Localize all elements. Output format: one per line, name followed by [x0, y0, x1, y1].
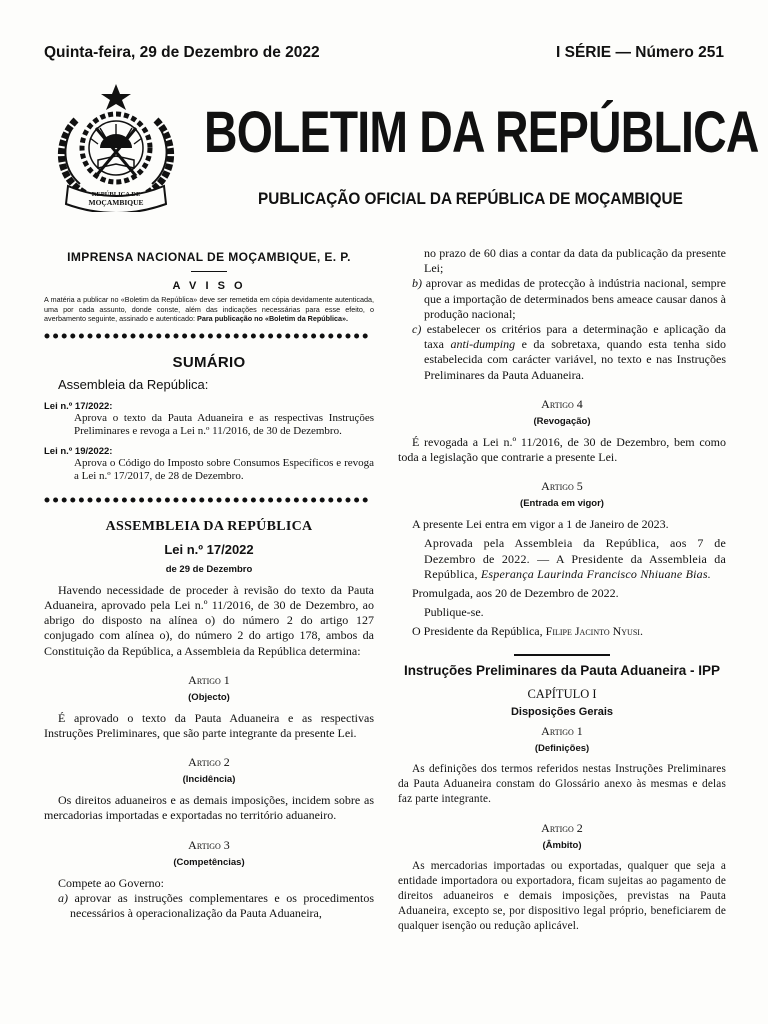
- ipp-title: Instruções Preliminares da Pauta Aduaneira - IPP: [403, 662, 721, 678]
- masthead-subtitle: PUBLICAÇÃO OFICIAL DA REPÚBLICA DE MOÇAMBIQUE: [258, 190, 683, 208]
- list-text: aprovar as medidas de protecção à indústria nacional, sempre que a importação de determinados bens ameace causar danos à produção nacional;: [424, 276, 727, 321]
- ipp-article-2-title: Artigo 2: [541, 820, 583, 835]
- chapter-subtitle: Disposições Gerais: [510, 705, 614, 718]
- article-2-text: Os direitos aduaneiros e as demais imposições, incidem sobre as mercadorias importadas e exportadas no território aduaneiro.: [44, 793, 374, 823]
- approval-text: Aprovada pela Assembleia da República, aos 7 de Dezembro de 2022. — A Presidente da Assembleia da República,: [424, 536, 726, 581]
- sumario-desc-2: Aprova o Código do Imposto sobre Consumos Específicos e revoga a Lei n.º 17/2017, de 28 de Dezembro.: [74, 456, 374, 482]
- article-4-text: É revogada a Lei n.º 11/2016, de 30 de Dezembro, bem como toda a legislação que contrarie a presente Lei.: [398, 434, 726, 465]
- list-text: e da sobretaxa, quando esta tenha sido estabelecida com carácter variável, no texto e nas Instruções Preliminares da Pauta Aduaneira.: [424, 337, 727, 382]
- sumario-assembly: Assembleia da República:: [58, 376, 209, 392]
- list-letter: b): [412, 276, 422, 291]
- dotted-divider: [44, 331, 374, 341]
- list-letter: a): [58, 890, 68, 905]
- chapter-title: CAPÍTULO I: [527, 686, 597, 701]
- right-column: [398, 246, 726, 934]
- article-1-subtitle: (Objecto): [188, 691, 230, 703]
- section-title-assembleia: ASSEMBLEIA DA REPÚBLICA: [105, 518, 313, 534]
- article-3-subtitle: (Competências): [173, 856, 245, 868]
- list-letter: c): [412, 322, 422, 337]
- article-4-title: Artigo 4: [541, 396, 583, 411]
- aviso-text: [44, 295, 374, 324]
- short-divider: [191, 271, 227, 272]
- list-text: estabelecer os critérios para a determinação e aplicação da taxa: [424, 322, 727, 352]
- article-5-title: Artigo 5: [541, 479, 583, 494]
- dotted-divider: [44, 495, 374, 505]
- publish-order: Publique-se.: [424, 605, 484, 620]
- article-3-item-b: [398, 276, 726, 322]
- sumario-lei-1: Lei n.º 17/2022:: [44, 400, 113, 412]
- article-3-item-a-continued: no prazo de 60 dias a contar da data da publicação da presente Lei;: [424, 246, 726, 276]
- sumario-desc-1: Aprova o texto da Pauta Aduaneira e as respectivas Instruções Preliminares e revoga a Lei n.º 11/2016, de 30 de Dezembro.: [74, 411, 374, 437]
- aviso-body: A matéria a publicar no «Boletim da República» deve ser remetida em cópia devidamente autenticada, uma por cada assunto, donde conste, além das indicações necessárias para esse efeito, o averbamento seguinte, assinado e autenticado:: [44, 295, 374, 324]
- article-3-title: Artigo 3: [188, 837, 230, 852]
- article-4-subtitle: (Revogação): [533, 415, 591, 427]
- ipp-article-2-subtitle: (Âmbito): [542, 839, 582, 851]
- issue-date: Quinta-feira, 29 de Dezembro de 2022: [44, 44, 320, 61]
- ipp-article-1-title: Artigo 1: [541, 723, 583, 738]
- list-text: aprovar as instruções complementares e os procedimentos necessários à operacionalização da Pauta Aduaneira,: [70, 890, 375, 921]
- aviso-title: A V I S O: [172, 280, 246, 292]
- article-2-subtitle: (Incidência): [182, 774, 236, 786]
- left-column: [44, 246, 374, 921]
- masthead-title: BOLETIM DA REPÚBLICA: [204, 100, 759, 165]
- ipp-article-1-text: As definições dos termos referidos nestas Instruções Preliminares da Pauta Aduaneira constam do Glossário anexo às mesmas e delas faz parte integrante.: [398, 762, 726, 805]
- article-1-text: É aprovado o texto da Pauta Aduaneira e as respectivas Instruções Preliminares, que são parte integrante da presente Lei.: [44, 710, 374, 740]
- lei-number: Lei n.º 17/2022: [164, 541, 254, 557]
- article-3-item-a: [44, 891, 374, 921]
- article-2-title: Artigo 2: [188, 755, 230, 770]
- president-label: O Presidente da República,: [412, 624, 543, 639]
- coat-of-arms-emblem: [40, 80, 192, 212]
- approval-signatory: Esperança Laurinda Francisco Nhiuane Bias.: [480, 566, 711, 581]
- list-text-italic: anti-dumping: [450, 337, 516, 352]
- preamble: Havendo necessidade de proceder à revisão do texto da Pauta Aduaneira, aprovado pela Lei n.º 11/2016, de 30 de Dezembro, ao abrigo do disposto na alínea o) do número 2 do artigo 127 conjugado com alínea o), do número 2 do artigo 178, ambos da Constituição da República, a Assembleia da República determina:: [44, 582, 374, 658]
- approval-note: [398, 536, 726, 582]
- article-3-item-c: [398, 322, 726, 383]
- president-name: Filipe Jacinto Nyusi.: [545, 624, 643, 639]
- president-signature: [398, 624, 726, 639]
- ipp-article-2-text: As mercadorias importadas ou exportadas, qualquer que seja a entidade importadora ou exportadora, ficam sujeitas ao pagamento de direitos aduaneiros e demais imposições, previstas na Pauta Aduaneira, excepto se, por dispositivo legal próprio, beneficiarem de qualquer isenção ou redução aplicável.: [398, 859, 726, 932]
- article-3-intro: Compete ao Governo:: [58, 875, 164, 890]
- article-5-subtitle: (Entrada em vigor): [520, 498, 604, 510]
- sumario-title: SUMÁRIO: [172, 353, 246, 371]
- section-divider: [514, 654, 610, 656]
- issue-series-number: I SÉRIE — Número 251: [556, 44, 724, 61]
- aviso-bold-note: Para publicação no «Boletim da República».: [197, 314, 349, 324]
- publisher-name: IMPRENSA NACIONAL DE MOÇAMBIQUE, E. P.: [67, 250, 351, 264]
- lei-date: de 29 de Dezembro: [165, 563, 253, 575]
- sumario-lei-2: Lei n.º 19/2022:: [44, 445, 113, 457]
- emblem-text-line-2: MOÇAMBIQUE: [88, 198, 144, 207]
- ipp-article-1-subtitle: (Definições): [534, 742, 590, 754]
- promulgation: Promulgada, aos 20 de Dezembro de 2022.: [412, 586, 619, 601]
- emblem-text-line-1: REPÚBLICA DE: [91, 191, 141, 198]
- article-5-text: A presente Lei entra em vigor a 1 de Janeiro de 2023.: [412, 517, 669, 532]
- article-1-title: Artigo 1: [188, 672, 230, 687]
